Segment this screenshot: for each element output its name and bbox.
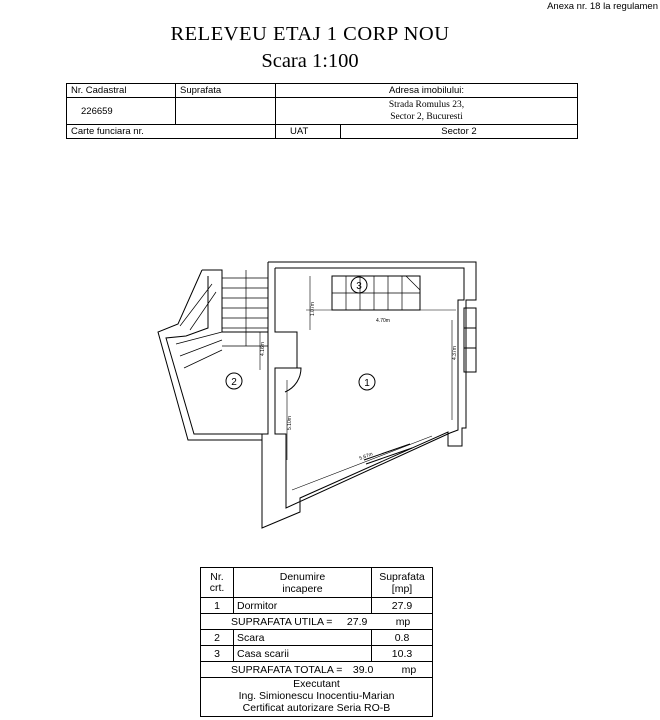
row-name: Casa scarii [234, 646, 372, 662]
col-area-header-line-2: [mp] [391, 582, 413, 595]
executant-name: Ing. Simionescu Inocentiu-Marian [238, 690, 395, 702]
col-nr-header [201, 568, 234, 598]
utila-cell [201, 614, 433, 630]
row-nr: 3 [201, 646, 234, 662]
uat-label: UAT [276, 125, 341, 139]
col-name-header [234, 568, 372, 598]
totala-label: SUPRAFATA TOTALA = [231, 663, 343, 676]
page-title: RELEVEU ETAJ 1 CORP NOU [170, 23, 450, 45]
row-name: Scara [234, 630, 372, 646]
col-area-header [372, 568, 433, 598]
suprafata-label: Suprafata [176, 84, 276, 98]
col-nr-header-line-2: crt. [209, 581, 225, 594]
room-2-label: 2 [231, 377, 237, 388]
nr-cadastral-label: Nr. Cadastral [67, 84, 176, 98]
carte-funciara-label: Carte funciara nr. [67, 125, 276, 139]
adresa-label: Adresa imobilului: [276, 84, 578, 98]
plan-room-2-inner [166, 276, 262, 434]
row-name: Dormitor [234, 598, 372, 614]
table-row [201, 598, 433, 614]
plan-dimension-lines [260, 276, 456, 490]
plan-door [275, 368, 301, 392]
col-name-header-line-1: Denumire [279, 570, 326, 583]
totala-value: 39.0 [352, 663, 374, 676]
utila-unit: mp [395, 615, 411, 628]
executant-label: Executant [293, 678, 340, 690]
dim-1-07: 1.07m [310, 302, 316, 316]
nr-cadastral-value: 226659 [67, 98, 176, 125]
room-1-label: 1 [364, 378, 370, 389]
row-area: 27.9 [372, 598, 433, 614]
totala-row [201, 662, 433, 678]
plan-outer-wall [262, 262, 476, 528]
certificate-text: Certificat autorizare Seria RO-B [242, 702, 391, 714]
dim-4-37: 4.37m [452, 346, 458, 360]
col-area-header-line-1: Suprafata [379, 570, 425, 583]
col-nr-header-line-1: Nr. [210, 570, 224, 583]
room-3-label: 3 [356, 281, 362, 292]
row-area: 0.8 [372, 630, 433, 646]
row-nr: 1 [201, 598, 234, 614]
plan-stair-3-treads [332, 276, 420, 310]
dim-4-70: 4.70m [376, 318, 390, 324]
totala-unit: mp [401, 663, 417, 676]
utila-value: 27.9 [346, 615, 368, 628]
annex-label: Anexa nr. 18 la regulamen [547, 1, 658, 12]
col-name-header-line-2: incapere [282, 582, 323, 595]
utila-row [201, 614, 433, 630]
dim-4-16: 4.16m [260, 342, 266, 356]
dim-5-67: 5.67m [358, 451, 374, 462]
totala-cell [201, 662, 433, 678]
dim-5-10: 5.10m [287, 416, 293, 430]
row-nr: 2 [201, 630, 234, 646]
utila-label: SUPRAFATA UTILA = [231, 615, 333, 628]
row-area: 10.3 [372, 646, 433, 662]
table-row [201, 630, 433, 646]
table-row [201, 646, 433, 662]
plan-room-2-wall [158, 270, 268, 440]
scale-label: Scara 1:100 [261, 50, 359, 72]
executant-row [201, 678, 433, 717]
rooms-table [200, 567, 433, 717]
adresa-line-2: Sector 2, Bucuresti [390, 112, 463, 122]
executant-cell [201, 678, 433, 717]
adresa-line-1: Strada Romulus 23, [388, 100, 465, 110]
uat-value: Sector 2 [341, 125, 578, 139]
